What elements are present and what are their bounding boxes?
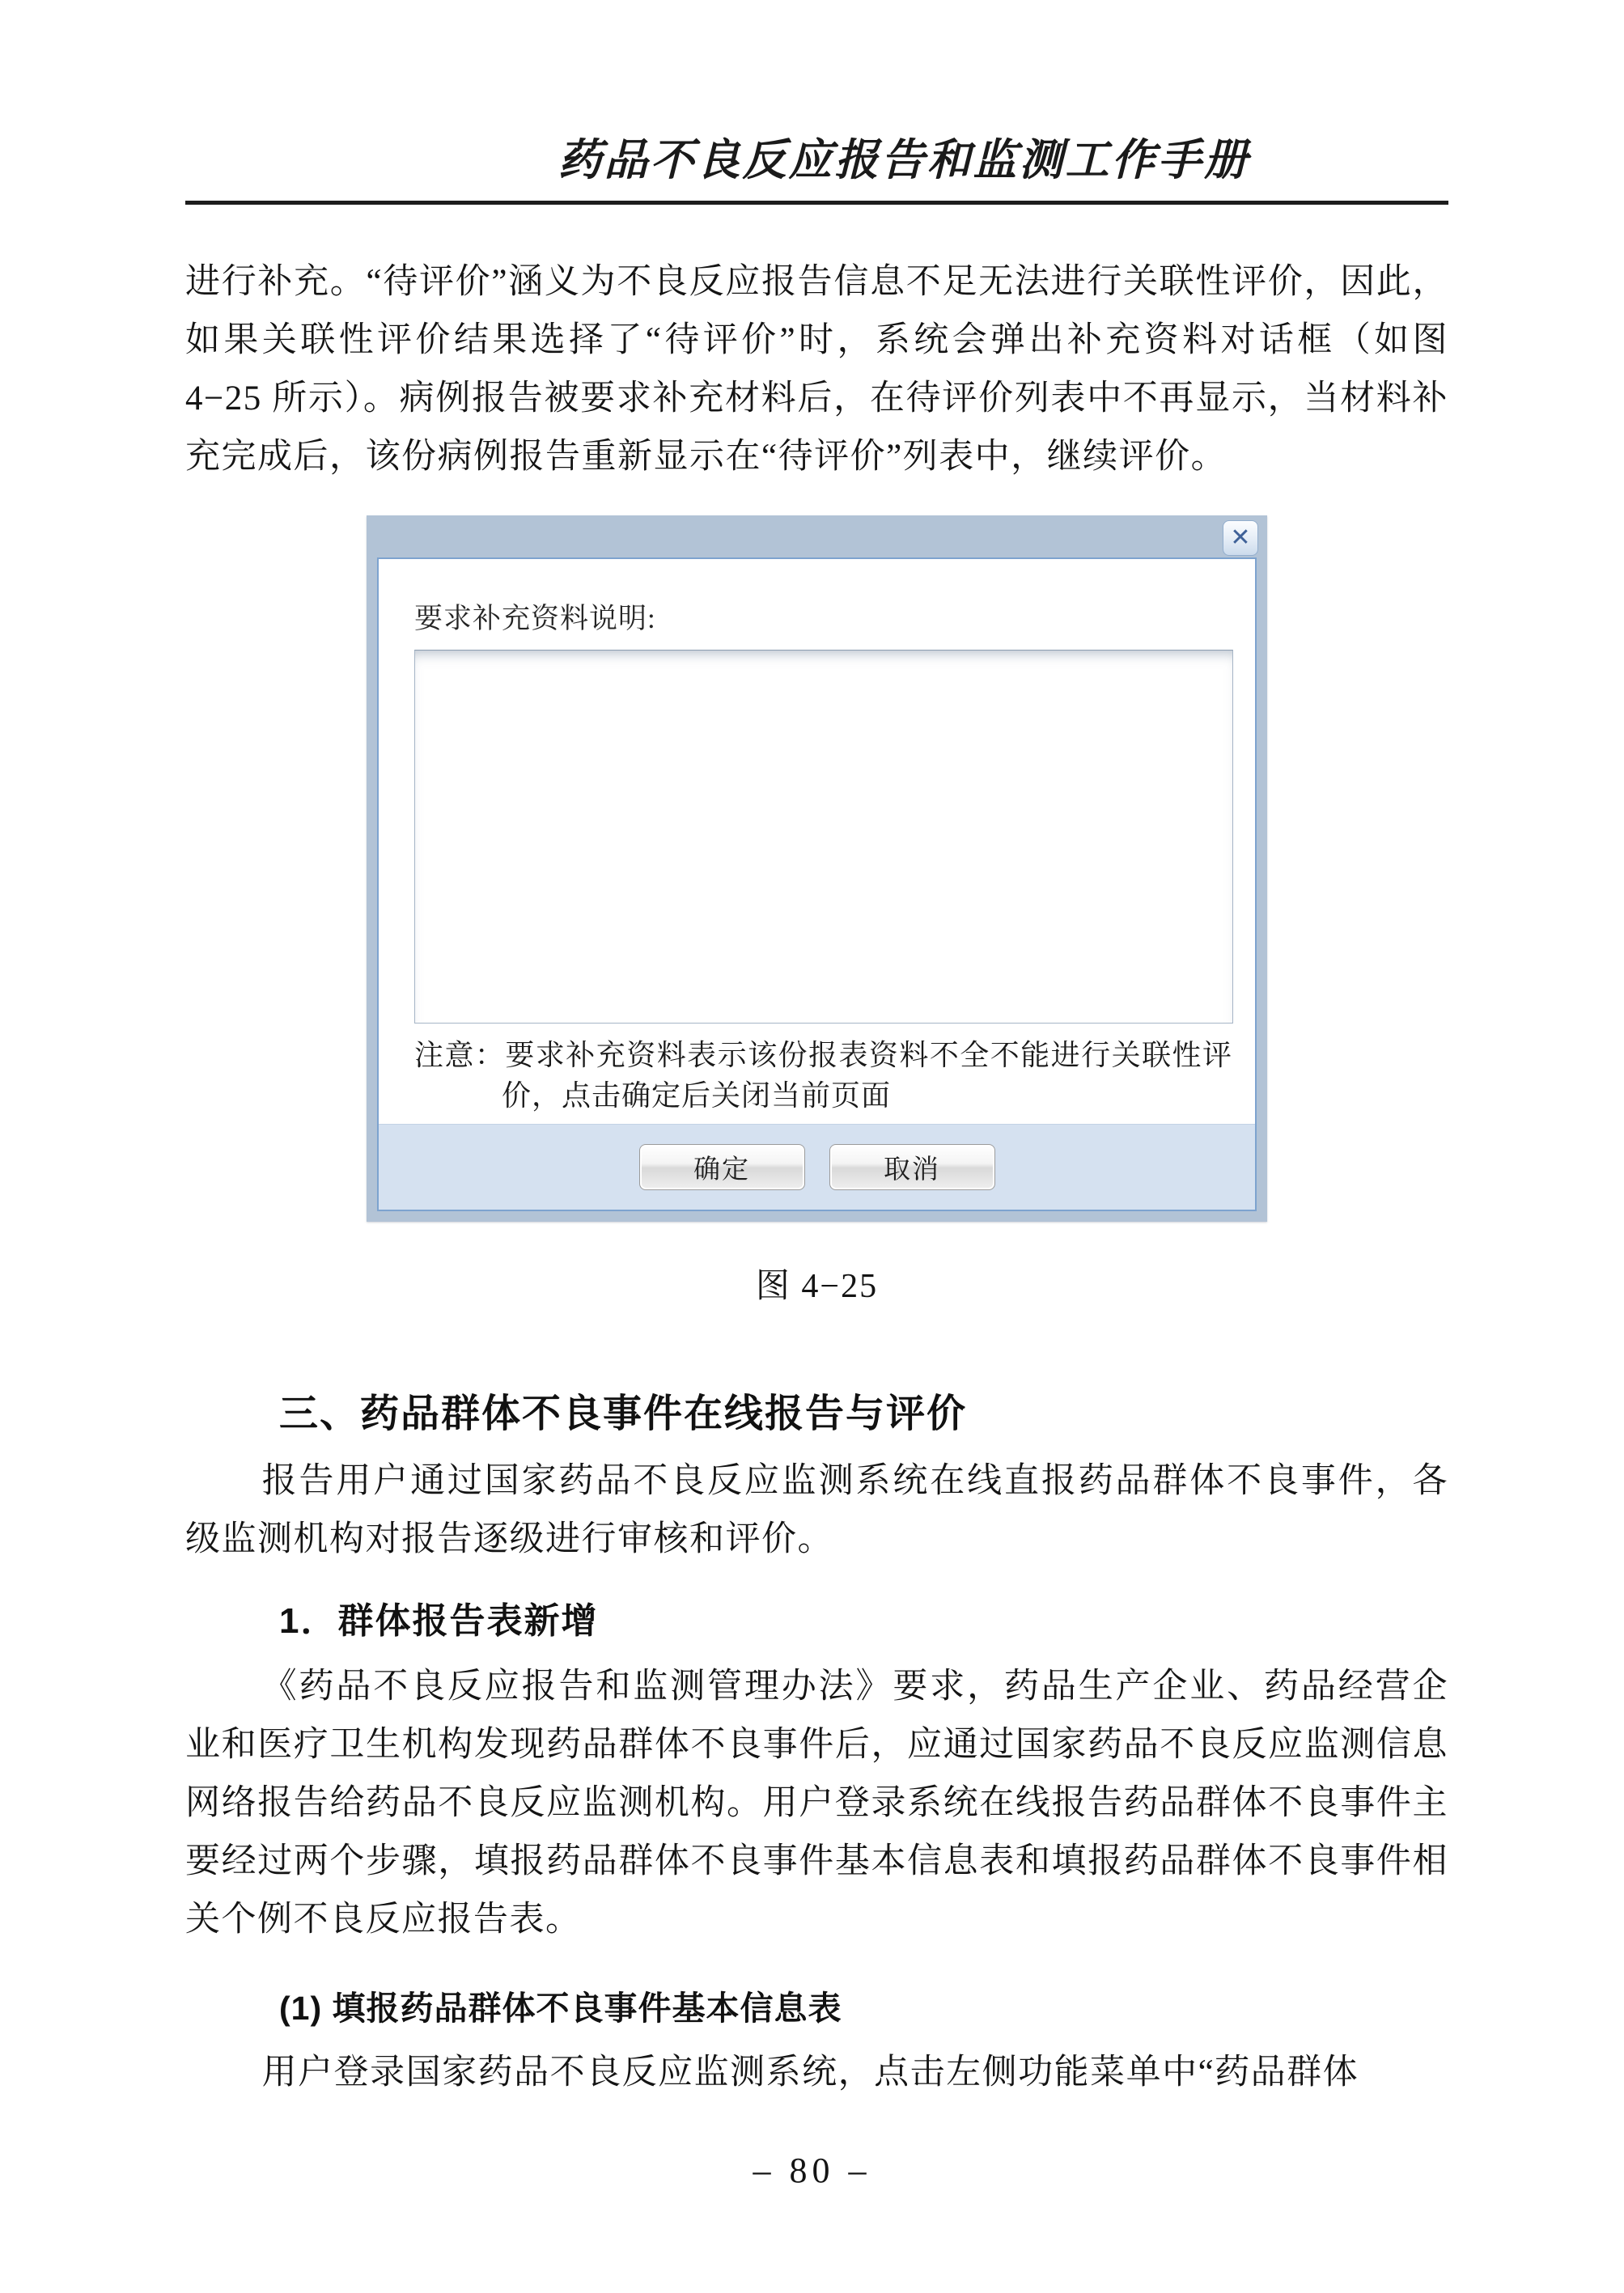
text-column bbox=[0, 134, 1624, 2102]
dialog-content bbox=[379, 559, 1255, 1124]
subsection-paragraph-2: 用户登录国家药品不良反应监测系统，点击左侧功能菜单中“药品群体 bbox=[261, 2054, 1359, 2092]
section-heading: 三、药品群体不良事件在线报告与评价 bbox=[279, 1392, 968, 1435]
dialog-body-panel bbox=[377, 557, 1257, 1211]
subsection-heading-1: 1．群体报告表新增 bbox=[279, 1601, 599, 1641]
dialog-footer bbox=[379, 1124, 1255, 1210]
dialog-titlebar bbox=[377, 515, 1257, 557]
ok-button[interactable]: 确定 bbox=[639, 1144, 805, 1190]
figure-caption: 图 4−25 bbox=[755, 1268, 879, 1305]
close-icon: ✕ bbox=[1230, 523, 1251, 552]
supplement-textarea[interactable] bbox=[414, 650, 1233, 1024]
subsection-heading-2: (1) 填报药品群体不良事件基本信息表 bbox=[279, 1990, 842, 2027]
figure-4-25 bbox=[185, 515, 1448, 1308]
running-head-title: 药品不良反应报告和监测工作手册 bbox=[558, 136, 1250, 184]
cancel-button[interactable]: 取消 bbox=[829, 1144, 995, 1190]
dialog-window bbox=[367, 515, 1267, 1222]
supplement-note-label: 要求补充资料说明: bbox=[414, 603, 656, 634]
section-paragraph: 报告用户通过国家药品不良反应监测系统在线直报药品群体不良事件，各级监测机构对报告逐级进行审核和评价。 bbox=[185, 1462, 1448, 1558]
header-rule bbox=[185, 201, 1448, 205]
subsection-paragraph-1: 《药品不良反应报告和监测管理办法》要求，药品生产企业、药品经营企业和医疗卫生机构发现药品群体不良事件后，应通过国家药品不良反应监测信息网络报告给药品不良反应监测机构。用户登录系统在线报告药品群体不良事件主要经过两个步骤，填报药品群体不良事件基本信息表和填报药品群体不良事件相关个例不良反应报告表。 bbox=[185, 1668, 1448, 1939]
dialog-note-text: 注意：要求补充资料表示该份报表资料不全不能进行关联性评价，点击确定后关闭当前页面 bbox=[414, 1039, 1232, 1112]
page-header bbox=[185, 134, 1448, 205]
page-number: – 80 – bbox=[753, 2151, 871, 2190]
intro-paragraph: 进行补充。“待评价”涵义为不良反应报告信息不足无法进行关联性评价，因此，如果关联性评价结果选择了“待评价”时，系统会弹出补充资料对话框（如图 4−25 所示）。病例报告被要求补充材料后，在待评价列表中不再显示，当材料补充完成后，该份病例报告重新显示在“待评价”列表中，继续评价。 bbox=[185, 263, 1448, 476]
close-button[interactable] bbox=[1223, 520, 1258, 556]
